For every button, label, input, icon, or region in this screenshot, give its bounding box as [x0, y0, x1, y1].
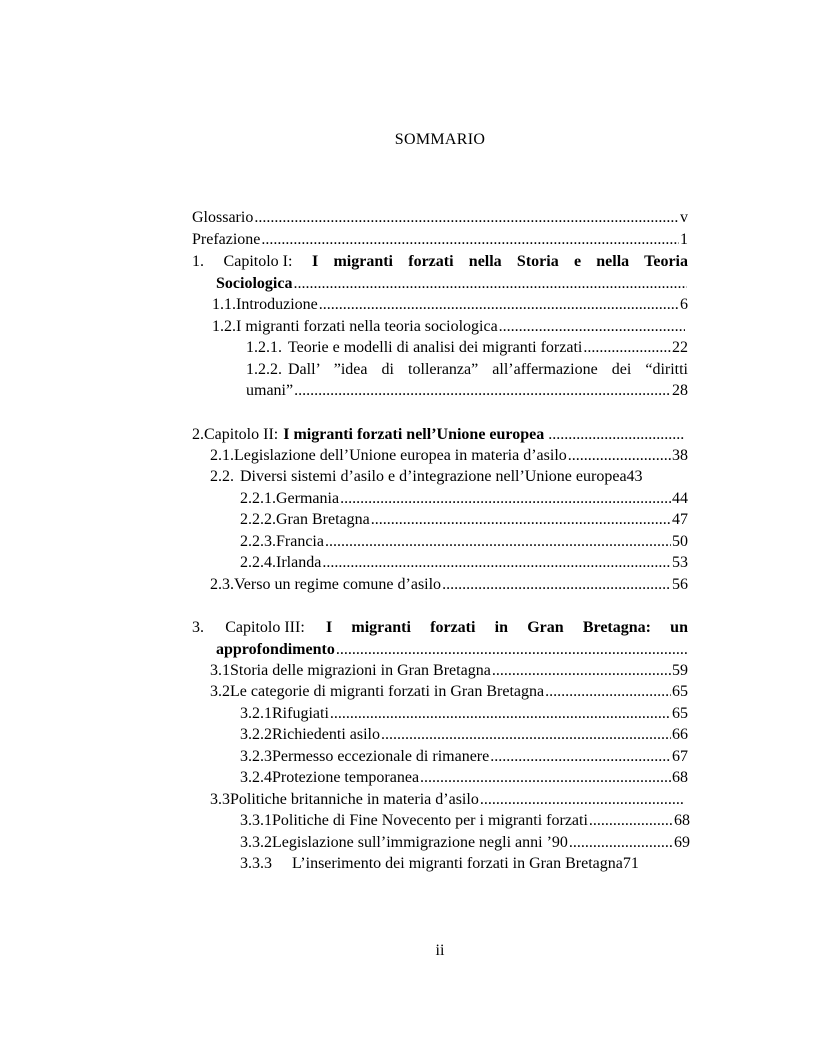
toc-page: 71	[622, 855, 639, 872]
toc-page: 22	[672, 339, 688, 356]
dot-leader	[294, 381, 671, 401]
toc-number: 3.2.2	[240, 726, 272, 743]
chapter-title-cont: approfondimento	[216, 641, 335, 658]
toc-number: 3.3.3	[240, 855, 272, 872]
dot-leader	[442, 575, 671, 595]
toc-number: 2.2.2.	[240, 511, 276, 528]
toc-entry-1-2-2-cont[interactable]	[246, 381, 688, 401]
dot-leader	[336, 640, 687, 660]
chapter-number: 3.	[192, 619, 204, 636]
toc-page: 47	[672, 511, 688, 528]
chapter-title: I migranti forzati nella Storia e nella Teoria	[311, 253, 688, 270]
toc-label: Germania	[276, 490, 340, 507]
toc-label: Permesso eccezionale di rimanere	[272, 748, 490, 765]
toc-entry-3-3-3[interactable]	[240, 854, 700, 874]
toc-entry-3-2[interactable]	[210, 682, 688, 702]
toc-number: 3.2	[210, 683, 230, 700]
toc-number: 2.2.3.	[240, 533, 276, 550]
toc-label: Storia delle migrazioni in Gran Bretagna	[230, 662, 491, 679]
toc-number: 2.2.1.	[240, 490, 276, 507]
toc-label: Teorie e modelli di analisi dei migranti forzati	[288, 339, 583, 356]
dot-leader	[319, 295, 679, 315]
toc-label-cont: umani”	[246, 382, 294, 399]
dot-leader	[330, 704, 671, 724]
toc-number: 2.2.	[210, 468, 234, 485]
toc-number: 1.2.1.	[246, 339, 282, 356]
toc-number: 3.2.4	[240, 769, 272, 786]
toc-entry-2-2-1[interactable]	[240, 489, 688, 509]
toc-entry-3-2-1[interactable]	[240, 704, 688, 724]
toc-label: Glossario	[192, 209, 254, 226]
toc-entry-2-2[interactable]	[210, 467, 700, 487]
page-title: SOMMARIO	[394, 131, 486, 148]
toc-number: 2.2.4.	[240, 554, 276, 571]
dot-leader	[322, 553, 671, 573]
toc-label: Protezione temporanea	[272, 769, 420, 786]
toc-page: 44	[672, 490, 688, 507]
toc-entry-2-2-3[interactable]	[240, 532, 688, 552]
toc-number: 3.3.1	[240, 812, 272, 829]
toc-entry-glossario[interactable]	[192, 208, 688, 228]
dot-leader	[254, 208, 679, 228]
toc-page: v	[680, 209, 688, 226]
toc-number: 3.2.3	[240, 748, 272, 765]
toc-number: 3.3.2	[240, 834, 272, 851]
toc-chapter-1-cont[interactable]	[216, 274, 688, 294]
chapter-prefix: Capitolo II:	[204, 426, 279, 443]
toc-page: 69	[674, 834, 690, 851]
toc-entry-3-3-1[interactable]	[240, 811, 690, 831]
chapter-title: I migranti forzati in Gran Bretagna: un	[325, 619, 688, 636]
toc-page: 53	[672, 554, 688, 571]
dot-leader	[492, 661, 671, 681]
dot-leader	[293, 274, 687, 294]
toc-label: Rifugiati	[272, 705, 329, 722]
toc-label: Le categorie di migranti forzati in Gran Bretagna	[230, 683, 545, 700]
toc-entry-3-3[interactable]	[210, 790, 686, 810]
chapter-prefix: Capitolo I:	[223, 253, 293, 270]
dot-leader	[499, 317, 685, 337]
toc-label: Legislazione dell’Unione europea in materia d’asilo	[234, 447, 567, 464]
toc-entry-3-3-2[interactable]	[240, 833, 690, 853]
toc-label: Diversi sistemi d’asilo e d’integrazione nell’Unione europea	[240, 468, 627, 485]
dot-leader	[371, 510, 671, 530]
chapter-title-cont: Sociologica	[216, 275, 293, 292]
toc-label: Gran Bretagna	[276, 511, 370, 528]
toc-entry-3-2-4[interactable]	[240, 768, 688, 788]
toc-number: 1.2.	[212, 318, 236, 335]
toc-label: Francia	[276, 533, 324, 550]
toc-page: 68	[672, 769, 688, 786]
toc-page: 28	[672, 382, 688, 399]
dot-leader	[589, 811, 673, 831]
toc-entry-1-2[interactable]	[212, 317, 686, 337]
toc-page: 65	[672, 683, 688, 700]
dot-leader	[569, 833, 673, 853]
dot-leader	[261, 230, 679, 250]
toc-entry-1-2-1[interactable]	[246, 338, 688, 358]
dot-leader	[340, 489, 671, 509]
toc-entry-prefazione[interactable]	[192, 230, 688, 250]
dot-leader	[480, 790, 685, 810]
toc-label: Irlanda	[276, 554, 322, 571]
chapter-number: 2.	[192, 426, 204, 443]
toc-entry-2-1[interactable]	[210, 446, 688, 466]
toc-page: 59	[672, 662, 688, 679]
toc-number: 2.3.	[210, 576, 234, 593]
dot-leader	[583, 338, 671, 358]
toc-number: 1.1.	[212, 296, 236, 313]
dot-leader	[545, 682, 671, 702]
toc-page: 6	[680, 296, 688, 313]
toc-entry-3-2-3[interactable]	[240, 747, 688, 767]
chapter-number: 1.	[192, 253, 204, 270]
toc-label: I migranti forzati nella teoria sociologica	[236, 318, 498, 335]
page-number: ii	[435, 942, 445, 959]
toc-page: 1	[680, 231, 688, 248]
toc-page: 66	[672, 726, 688, 743]
toc-page: 67	[672, 748, 688, 765]
toc-entry-2-2-4[interactable]	[240, 553, 688, 573]
toc-chapter-3[interactable]	[192, 618, 688, 638]
toc-page: 50	[672, 533, 688, 550]
toc-label: Introduzione	[236, 296, 318, 313]
toc-label: Prefazione	[192, 231, 261, 248]
toc-entry-3-2-2[interactable]	[240, 725, 688, 745]
dot-leader	[420, 768, 671, 788]
toc-chapter-1[interactable]	[192, 252, 688, 272]
toc-page: 68	[674, 812, 690, 829]
toc-label: Politiche di Fine Novecento per i migranti forzati	[272, 812, 588, 829]
chapter-title: I migranti forzati nell’Unione europea	[283, 426, 545, 443]
toc-number: 3.2.1	[240, 705, 272, 722]
dot-leader	[381, 725, 671, 745]
toc-page: 43	[626, 468, 643, 485]
toc-entry-1-1[interactable]	[212, 295, 688, 315]
toc-page: 38	[672, 447, 688, 464]
toc-entry-2-2-2[interactable]	[240, 510, 688, 530]
toc-chapter-3-cont[interactable]	[216, 640, 688, 660]
toc-entry-1-2-2[interactable]	[246, 360, 688, 380]
toc-chapter-2[interactable]	[192, 425, 686, 445]
dot-leader	[325, 532, 671, 552]
dot-leader	[568, 446, 671, 466]
chapter-prefix: Capitolo III:	[225, 619, 305, 636]
toc-number: 3.1	[210, 662, 230, 679]
toc-label: Richiedenti asilo	[272, 726, 380, 743]
toc-label: L’inserimento dei migranti forzati in Gran Bretagna	[292, 855, 623, 872]
toc-number: 1.2.2.	[246, 361, 282, 378]
dot-leader	[548, 425, 685, 445]
toc-label: Legislazione sull’immigrazione negli anni ’90	[272, 834, 568, 851]
toc-number: 2.1.	[210, 447, 234, 464]
toc-page: 56	[672, 576, 688, 593]
toc-label: Dall’ ”idea di tolleranza” all’affermazione dei “diritti	[288, 361, 688, 378]
dot-leader	[490, 747, 671, 767]
toc-page: 65	[672, 705, 688, 722]
toc-label: Verso un regime comune d’asilo	[234, 576, 442, 593]
toc-label: Politiche britanniche in materia d’asilo	[230, 791, 479, 808]
toc-entry-2-3[interactable]	[210, 575, 688, 595]
toc-number: 3.3	[210, 791, 230, 808]
toc-entry-3-1[interactable]	[210, 661, 688, 681]
